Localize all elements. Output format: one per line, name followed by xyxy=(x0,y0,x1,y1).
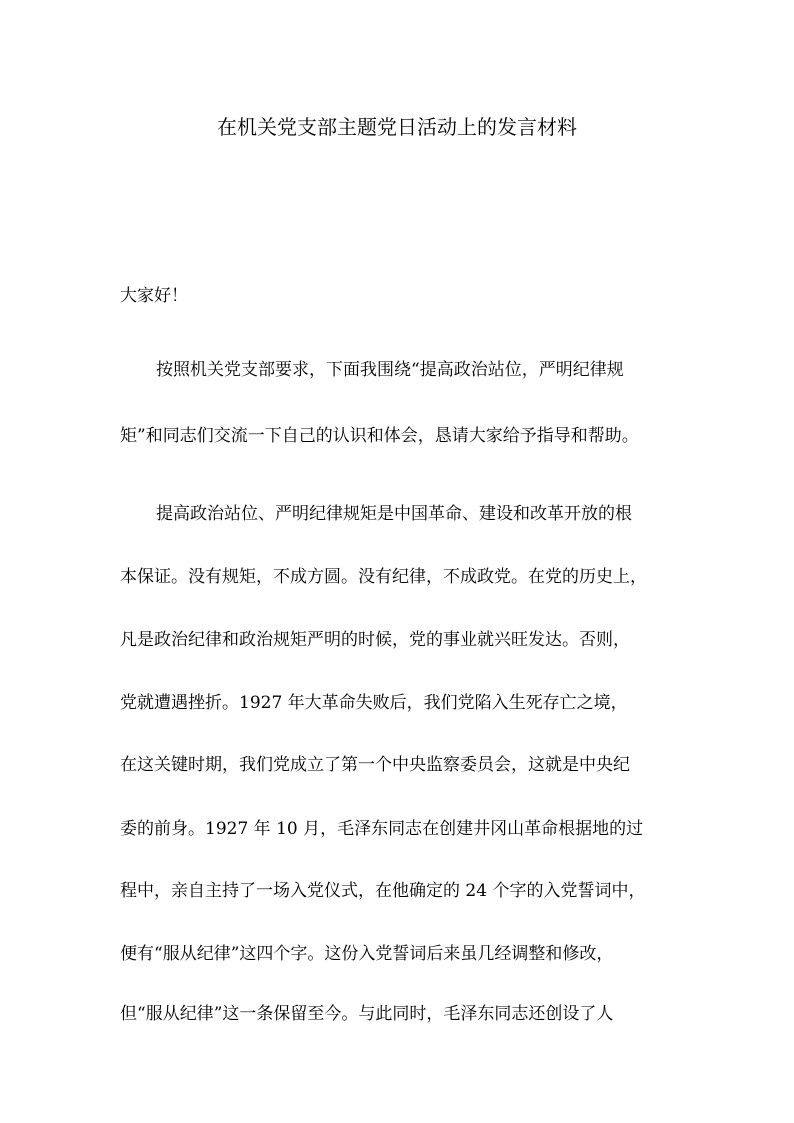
greeting: 大家好！ xyxy=(120,286,188,306)
paragraph-2-line-5: 在这关键时期，我们党成立了第一个中央监察委员会，这就是中央纪 xyxy=(120,755,630,775)
paragraph-2-line-8: 便有“服从纪律”这四个字。这份入党誓词后来虽几经调整和修改， xyxy=(120,944,614,964)
document-title: 在机关党支部主题党日活动上的发言材料 xyxy=(217,115,577,139)
paragraph-2-line-2: 本保证。没有规矩，不成方圆。没有纪律，不成政党。在党的历史上， xyxy=(120,567,647,587)
paragraph-1-line-1: 按照机关党支部要求，下面我围绕“提高政治站位，严明纪律规 xyxy=(156,360,624,380)
paragraph-2-line-7: 程中，亲自主持了一场入党仪式，在他确定的 24 个字的入党誓词中， xyxy=(120,881,646,901)
paragraph-2-line-6: 委的前身。1927 年 10 月，毛泽东同志在创建井冈山革命根据地的过 xyxy=(120,819,644,839)
paragraph-1-line-2: 矩”和同志们交流一下自己的认识和体会，恳请大家给予指导和帮助。 xyxy=(120,426,639,446)
paragraph-2-line-1: 提高政治站位、严明纪律规矩是中国革命、建设和改革开放的根 xyxy=(156,504,632,524)
paragraph-2-line-4: 党就遭遇挫折。1927 年大革命失败后，我们党陷入生死存亡之境， xyxy=(120,693,628,713)
paragraph-2-line-9: 但“服从纪律”这一条保留至今。与此同时，毛泽东同志还创设了人 xyxy=(120,1004,614,1024)
paragraph-2-line-3: 凡是政治纪律和政治规矩严明的时候，党的事业就兴旺发达。否则， xyxy=(120,630,630,650)
